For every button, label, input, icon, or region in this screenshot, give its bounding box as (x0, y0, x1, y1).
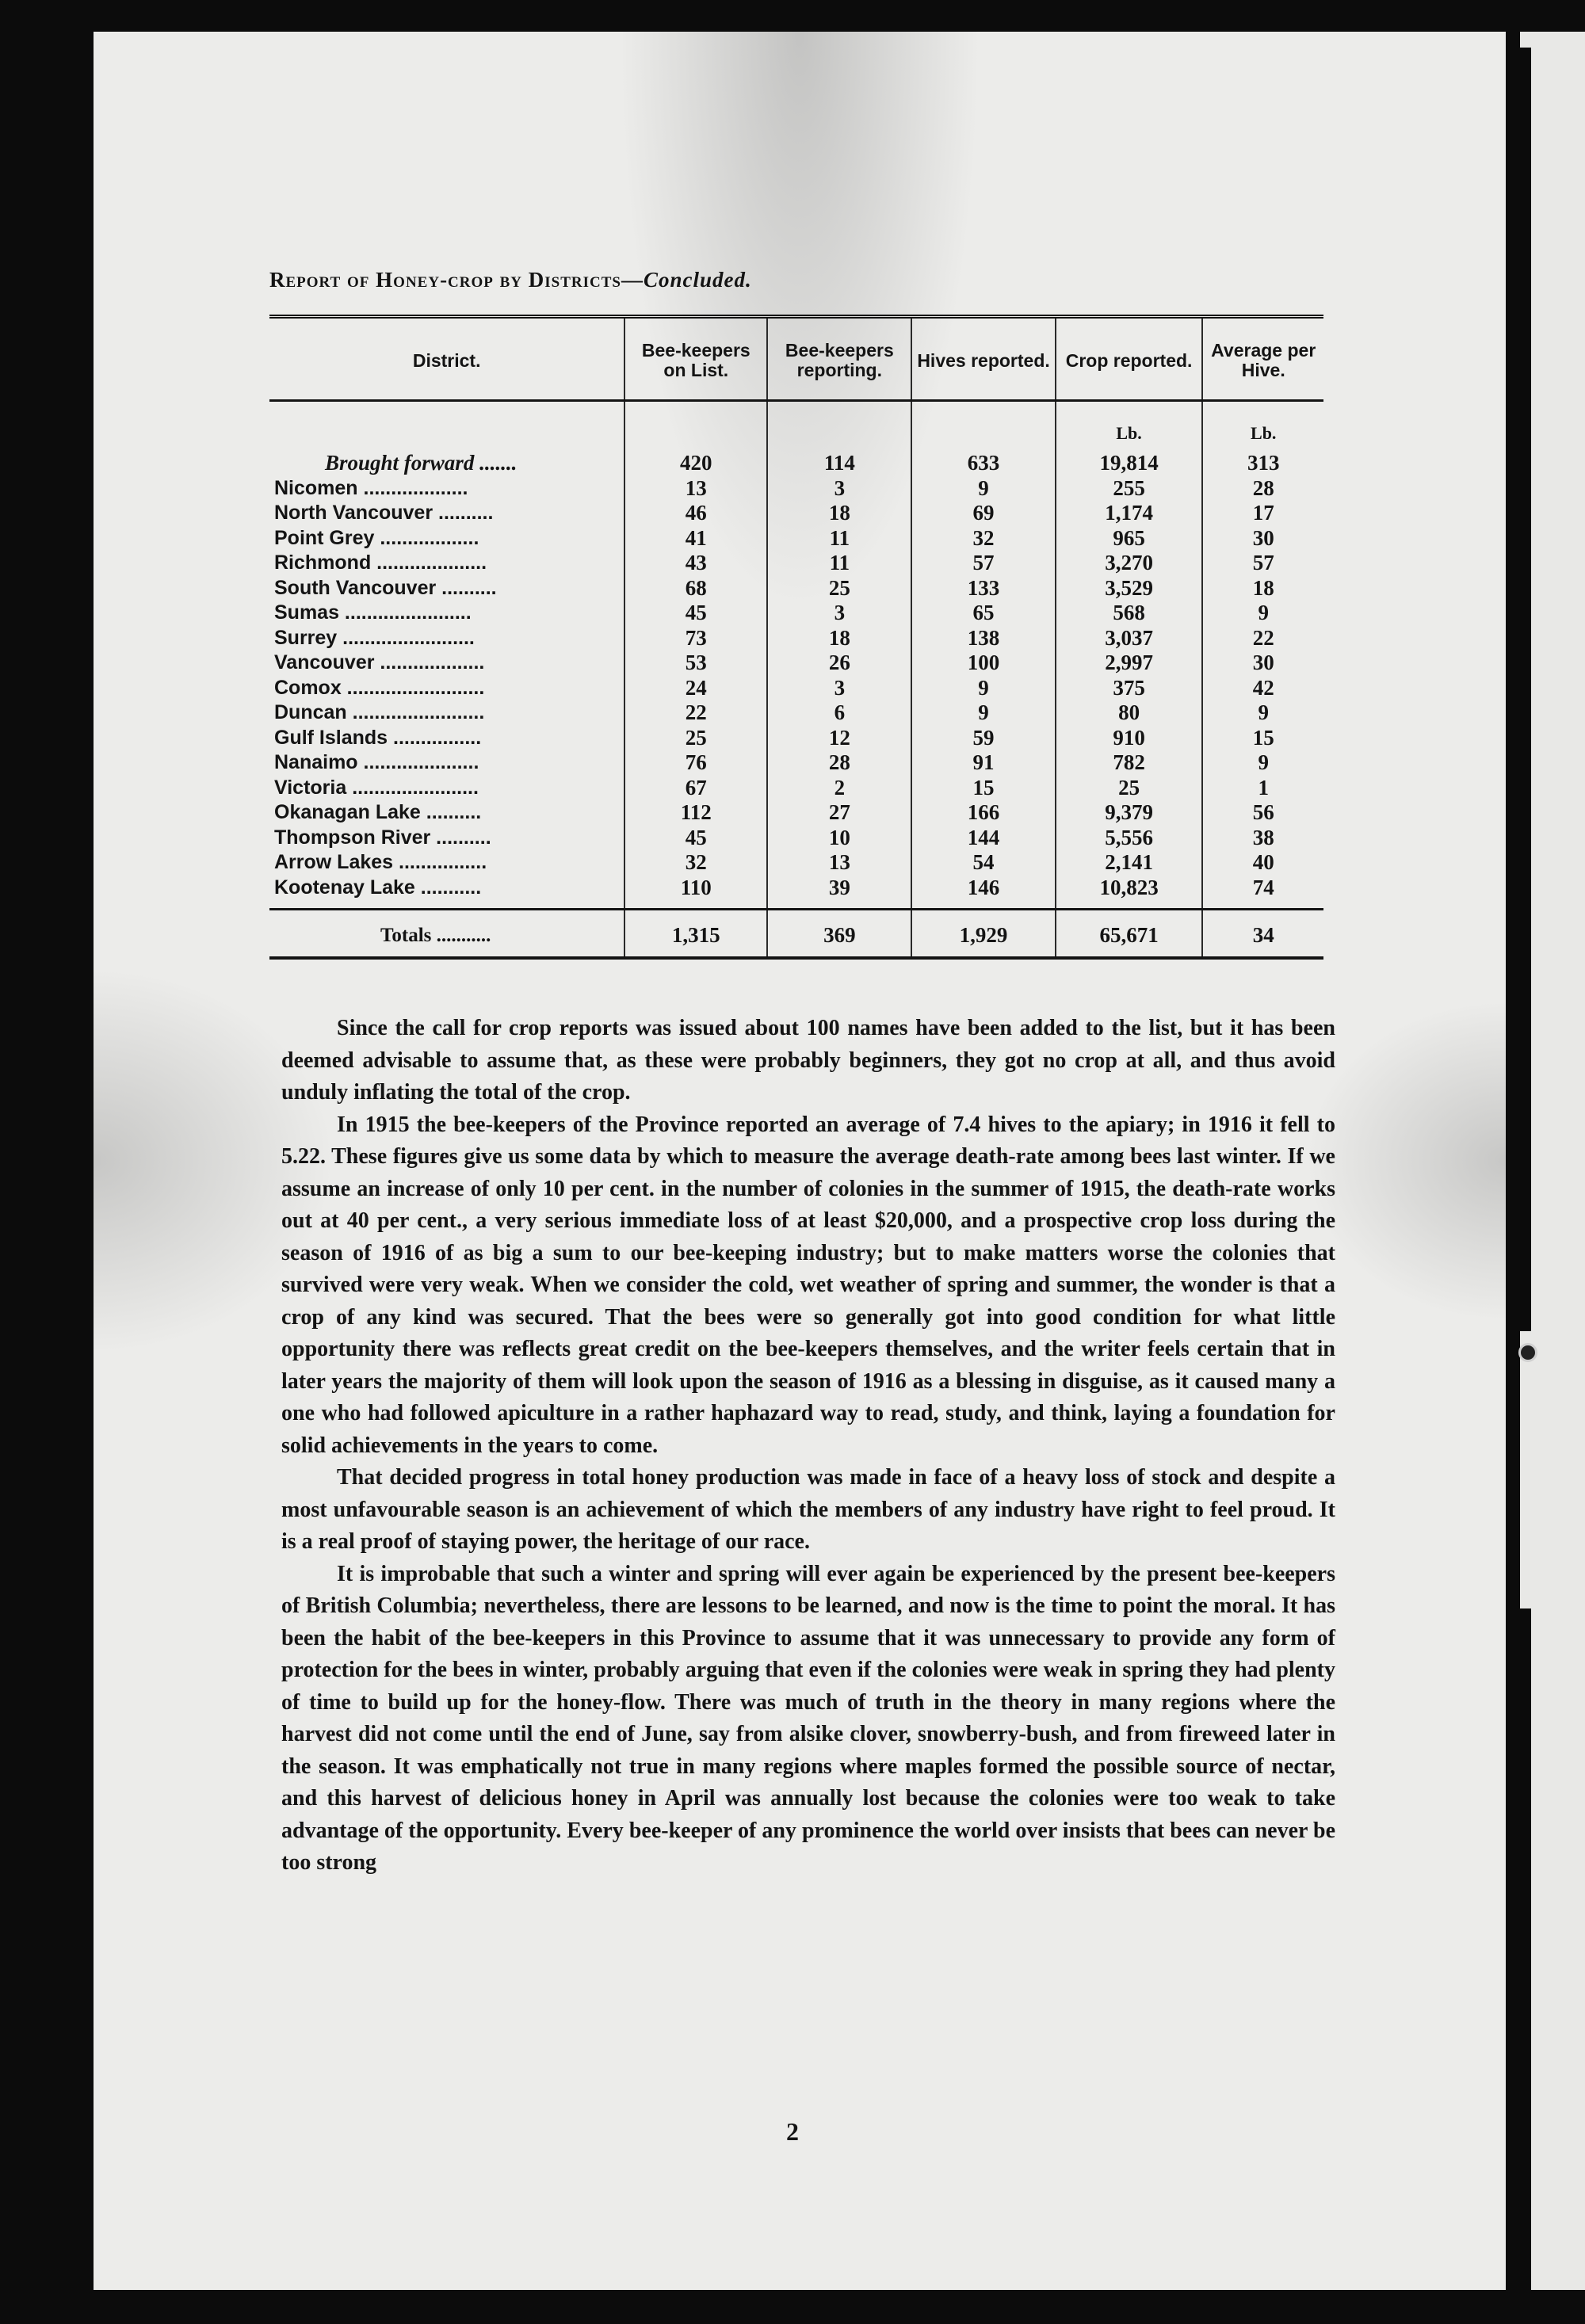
district-name: Surrey ........................ (274, 626, 475, 649)
table-cell: 15 (1202, 726, 1323, 751)
table-cell: 46 (624, 501, 767, 526)
table-cell: 67 (624, 776, 767, 801)
total-crop-reported: 65,671 (1056, 910, 1203, 959)
table-cell: 166 (911, 800, 1055, 826)
table-cell: 18 (1202, 576, 1323, 601)
table-cell: 53 (624, 651, 767, 676)
district-name: Victoria ....................... (274, 776, 479, 799)
district-name: Duncan ........................ (274, 701, 485, 723)
table-cell (767, 401, 911, 452)
table-cell: 40 (1202, 850, 1323, 876)
table-row (269, 626, 1323, 651)
table-cell: 32 (911, 526, 1055, 551)
table-cell: 57 (1202, 551, 1323, 576)
table-cell: 313 (1202, 451, 1323, 476)
table-row (269, 726, 1323, 751)
paragraph: It is improbable that such a winter and spring will ever again be experienced by the present bee-keepers of British Columbia; nevertheless, there are lessons to be learned, and now is the time to point the moral. It has been the habit of the bee-keepers in this Province to assume that it was unnecessary to provide any form of protection for the bees in winter, probably arguing that even if the colonies were weak in spring they had plenty of time to build up for the honey-flow. There was much of truth in the theory in many regions where the harvest did not come until the end of June, say from alsike clover, snowberry-bush, and from fireweed later in the season. It was emphatically not true in many regions where maples formed the possible source of nectar, and this harvest of delicious honey in April was annually lost because the colonies were too weak to take advantage of the opportunity. Every bee-keeper of any prominence the world over insists that bees can never be too strong (281, 1561, 1335, 1875)
table-row (269, 551, 1323, 576)
table-cell: 3 (767, 601, 911, 626)
table-cell: 100 (911, 651, 1055, 676)
table-cell: 6 (767, 700, 911, 726)
district-name: Gulf Islands ................ (274, 726, 482, 749)
paragraph: That decided progress in total honey production was made in face of a heavy loss of stock and despite a most unfavourable season is an achievement of which the members of any industry have right to feel proud. It is a real proof of staying power, the heritage of our race. (281, 1465, 1335, 1554)
table-cell: 10 (767, 826, 911, 851)
table-cell: 375 (1056, 676, 1203, 701)
total-beekeepers-on-list: 1,315 (624, 910, 767, 959)
table-cell: 24 (624, 676, 767, 701)
table-cell: 91 (911, 750, 1055, 776)
unit-lb-crop: Lb. (1056, 401, 1203, 452)
table-cell: 17 (1202, 501, 1323, 526)
table-header-row (269, 317, 1323, 401)
district-name: Sumas ....................... (274, 601, 472, 624)
table-cell: 965 (1056, 526, 1203, 551)
table-cell: 3,529 (1056, 576, 1203, 601)
district-name: Point Grey .................. (274, 526, 479, 549)
table-cell: 59 (911, 726, 1055, 751)
table-row (269, 700, 1323, 726)
table-cell: 12 (767, 726, 911, 751)
table-cell: 255 (1056, 476, 1203, 502)
table-cell: 112 (624, 800, 767, 826)
header-average-per-hive: Average per Hive. (1202, 317, 1323, 401)
table-cell: 27 (767, 800, 911, 826)
table-row (269, 826, 1323, 851)
table-cell: 65 (911, 601, 1055, 626)
table-cell: 39 (767, 876, 911, 910)
table-cell: 41 (624, 526, 767, 551)
table-cell: 56 (1202, 800, 1323, 826)
unit-lb-average: Lb. (1202, 401, 1323, 452)
table-cell: 45 (624, 826, 767, 851)
table-cell: 633 (911, 451, 1055, 476)
table-row (269, 876, 1323, 910)
table-cell: 11 (767, 551, 911, 576)
table-cell (269, 401, 624, 452)
binding-shadow-top (1520, 48, 1531, 1331)
total-beekeepers-reporting: 369 (767, 910, 911, 959)
table-cell: 5,556 (1056, 826, 1203, 851)
table-cell: 18 (767, 626, 911, 651)
table-cell: 9 (1202, 750, 1323, 776)
totals-row (269, 910, 1323, 959)
adjacent-page-edge (1520, 32, 1585, 2290)
table-cell: 54 (911, 850, 1055, 876)
district-name: Nanaimo ..................... (274, 751, 479, 773)
table-cell: 25 (767, 576, 911, 601)
honey-crop-table (269, 315, 1323, 960)
table-cell: 9 (911, 476, 1055, 502)
header-hives-reported: Hives reported. (911, 317, 1055, 401)
table-row (269, 576, 1323, 601)
table-cell: 13 (767, 850, 911, 876)
table-cell: 28 (767, 750, 911, 776)
binding-shadow-bottom (1520, 1608, 1531, 2290)
table-cell: 42 (1202, 676, 1323, 701)
total-hives-reported: 1,929 (911, 910, 1055, 959)
table-cell: 9 (1202, 700, 1323, 726)
district-name: Vancouver ................... (274, 651, 485, 674)
table-cell: 68 (624, 576, 767, 601)
table-cell: 25 (624, 726, 767, 751)
table-cell: 74 (1202, 876, 1323, 910)
totals-label: Totals ........... (269, 910, 624, 959)
table-cell: 138 (911, 626, 1055, 651)
table-cell: 73 (624, 626, 767, 651)
table-row (269, 526, 1323, 551)
table-cell: 910 (1056, 726, 1203, 751)
table-cell: 1 (1202, 776, 1323, 801)
table-cell: 2,141 (1056, 850, 1203, 876)
table-cell: 26 (767, 651, 911, 676)
table-cell: 25 (1056, 776, 1203, 801)
page-heading (269, 268, 1323, 292)
table-cell: 45 (624, 601, 767, 626)
table-cell: 144 (911, 826, 1055, 851)
table-cell: 2 (767, 776, 911, 801)
table-cell: 1,174 (1056, 501, 1203, 526)
table-cell: 19,814 (1056, 451, 1203, 476)
table-cell: 782 (1056, 750, 1203, 776)
table-cell: 22 (1202, 626, 1323, 651)
table-row (269, 800, 1323, 826)
district-name: Comox ......................... (274, 676, 485, 699)
table-cell: 13 (624, 476, 767, 502)
paragraph: In 1915 the bee-keepers of the Province reported an average of 7.4 hives to the apiary; in 1916 it fell to 5.22. These figures give us some data by which to measure the average death-rate among bees last winter. If we assume an increase of only 10 per cent. in the number of colonies in the summer of 1915, the death-rate works out at 40 per cent., a very serious immediate loss of at least $20,000, and a prospective crop loss during the season of 1916 of as big a sum to our bee-keeping industry; but to make matters worse the colonies that survived were very weak. When we consider the cold, wet weather of spring and summer, the wonder is that a crop of any kind was secured. That the bees were so generally got into good condition for what little opportunity there was reflects great credit on the bee-keepers themselves, and the writer feels certain that in later years the majority of them will look upon the season of 1916 as a blessing in disguise, as it caused many a one who had followed apiculture in a rather haphazard way to read, study, and think, laying a foundation for solid achievements in the years to come. (281, 1112, 1335, 1458)
header-district: District. (269, 317, 624, 401)
table-cell: 15 (911, 776, 1055, 801)
table-cell: 3,270 (1056, 551, 1203, 576)
table-cell: 3,037 (1056, 626, 1203, 651)
units-row (269, 401, 1323, 452)
paragraph: Since the call for crop reports was issued about 100 names have been added to the list, but it has been deemed advisable to assume that, as these were probably beginners, they got no crop at all, and thus avoid unduly inflating the total of the crop. (281, 1016, 1335, 1105)
table-cell: 114 (767, 451, 911, 476)
table-cell (911, 401, 1055, 452)
table-cell: 38 (1202, 826, 1323, 851)
district-name: Thompson River .......... (274, 826, 491, 849)
table-cell: 568 (1056, 601, 1203, 626)
table-cell: 9 (1202, 601, 1323, 626)
table-cell: 30 (1202, 651, 1323, 676)
table-row (269, 850, 1323, 876)
table-cell: 22 (624, 700, 767, 726)
table-cell (624, 401, 767, 452)
table-cell: 3 (767, 676, 911, 701)
body-text (281, 1013, 1335, 1879)
table-row (269, 501, 1323, 526)
district-name: Brought forward ....... (325, 451, 518, 475)
table-row (269, 676, 1323, 701)
header-crop-reported: Crop reported. (1056, 317, 1203, 401)
table-cell: 9 (911, 700, 1055, 726)
table-cell: 76 (624, 750, 767, 776)
district-name: North Vancouver .......... (274, 502, 494, 524)
table-cell: 420 (624, 451, 767, 476)
table-cell: 32 (624, 850, 767, 876)
table-cell: 30 (1202, 526, 1323, 551)
table-cell: 3 (767, 476, 911, 502)
header-beekeepers-reporting: Bee-keepers reporting. (767, 317, 911, 401)
total-average-per-hive: 34 (1202, 910, 1323, 959)
heading-concluded: Concluded. (643, 268, 752, 292)
binding-mark (1518, 1343, 1537, 1362)
table-cell: 69 (911, 501, 1055, 526)
table-cell: 10,823 (1056, 876, 1203, 910)
table-row (269, 776, 1323, 801)
table-row (269, 601, 1323, 626)
district-name: Richmond .................... (274, 551, 487, 574)
table-cell: 18 (767, 501, 911, 526)
table-cell: 28 (1202, 476, 1323, 502)
table-cell: 2,997 (1056, 651, 1203, 676)
table-cell: 57 (911, 551, 1055, 576)
table-cell: 133 (911, 576, 1055, 601)
table-cell: 43 (624, 551, 767, 576)
table-cell: 11 (767, 526, 911, 551)
table-cell: 146 (911, 876, 1055, 910)
district-name: Nicomen ................... (274, 476, 468, 499)
page-number: 2 (786, 2117, 799, 2146)
district-name: Kootenay Lake ........... (274, 876, 482, 899)
heading-main: Report of Honey-crop by Districts— (269, 268, 644, 292)
table-cell: 9,379 (1056, 800, 1203, 826)
district-name: South Vancouver .......... (274, 576, 497, 599)
table-cell: 9 (911, 676, 1055, 701)
brought-forward-row (269, 451, 1323, 476)
table-row (269, 651, 1323, 676)
district-name: Arrow Lakes ................ (274, 851, 487, 873)
district-name: Okanagan Lake .......... (274, 801, 482, 823)
table-row (269, 750, 1323, 776)
header-beekeepers-on-list: Bee-keepers on List. (624, 317, 767, 401)
table-cell: 80 (1056, 700, 1203, 726)
table-row (269, 476, 1323, 502)
table-cell: 110 (624, 876, 767, 910)
